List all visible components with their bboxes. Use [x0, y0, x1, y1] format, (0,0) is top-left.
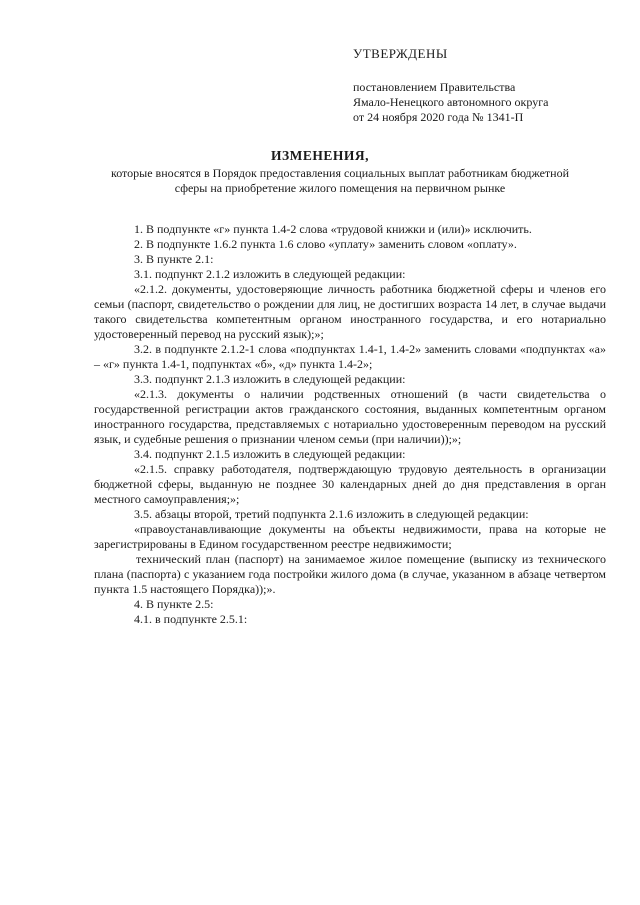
approval-line: от 24 ноября 2020 года № 1341-П	[353, 110, 524, 124]
paragraph: 3. В пункте 2.1:	[134, 252, 214, 266]
paragraph: 1. В подпункте «г» пункта 1.4-2 слова «трудовой книжки и (или)» исключить.	[134, 222, 532, 236]
approval-block	[353, 46, 613, 125]
paragraph: 4. В пункте 2.5:	[134, 597, 214, 611]
paragraph: 3.2. в подпункте 2.1.2-1 слова «подпунктах 1.4-1, 1.4-2» заменить словами «подпунктах «а» – «г» пункта 1.4-1, подпунктах «б», «д» пункта 1.4-2»;	[94, 342, 606, 371]
paragraph: технический план (паспорт) на занимаемое жилое помещение (выписку из технического плана (паспорта) с указанием года постройки жилого дома (в случае, указанном в абзаце четвертом пункта 1.5 настоящего Порядка));».	[94, 552, 606, 596]
document-title: ИЗМЕНЕНИЯ,	[270, 148, 369, 163]
approval-line: Ямало-Ненецкого автономного округа	[353, 95, 549, 109]
paragraph: 4.1. в подпункте 2.5.1:	[134, 612, 248, 626]
approval-heading: УТВЕРЖДЕНЫ	[353, 46, 448, 61]
approval-line: постановлением Правительства	[353, 80, 516, 94]
paragraph: 3.5. абзацы второй, третий подпункта 2.1.6 изложить в следующей редакции:	[134, 507, 529, 521]
paragraph: «2.1.2. документы, удостоверяющие личность работника бюджетной сферы и членов его семьи (паспорт, свидетельство о рождении для лиц, не достигших возраста 14 лет, в случае выдачи такого свидетельства компетентным органом иностранного государства, и его нотариально удостоверенный перевод на русский язык);»;	[94, 282, 606, 341]
paragraph: 2. В подпункте 1.6.2 пункта 1.6 слово «уплату» заменить словом «оплату».	[134, 237, 517, 251]
paragraph: 3.1. подпункт 2.1.2 изложить в следующей редакции:	[134, 267, 406, 281]
document-subtitle: которые вносятся в Порядок предоставления социальных выплат работникам бюджетной сферы на приобретение жилого помещения на первичном рынке	[110, 166, 569, 195]
paragraph: «2.1.3. документы о наличии родственных отношений (в части свидетельства о государственной регистрации актов гражданского состояния, выданных компетентным органом иностранного государства, представляемых с нотариально удостоверенным переводом на русский язык, и судебные решения о признании членом семьи (при наличии));»;	[94, 387, 606, 446]
document-body	[94, 222, 606, 627]
paragraph: «правоустанавливающие документы на объекты недвижимости, права на которые не зарегистрированы в Едином государственном реестре недвижимости;	[94, 522, 606, 551]
paragraph: 3.3. подпункт 2.1.3 изложить в следующей редакции:	[134, 372, 406, 386]
paragraph: 3.4. подпункт 2.1.5 изложить в следующей редакции:	[134, 447, 406, 461]
paragraph: «2.1.5. справку работодателя, подтверждающую трудовую деятельность в организации бюджетной сферы, выданную не позднее 30 календарных дней до дня представления в орган местного самоуправления;»;	[94, 462, 606, 506]
